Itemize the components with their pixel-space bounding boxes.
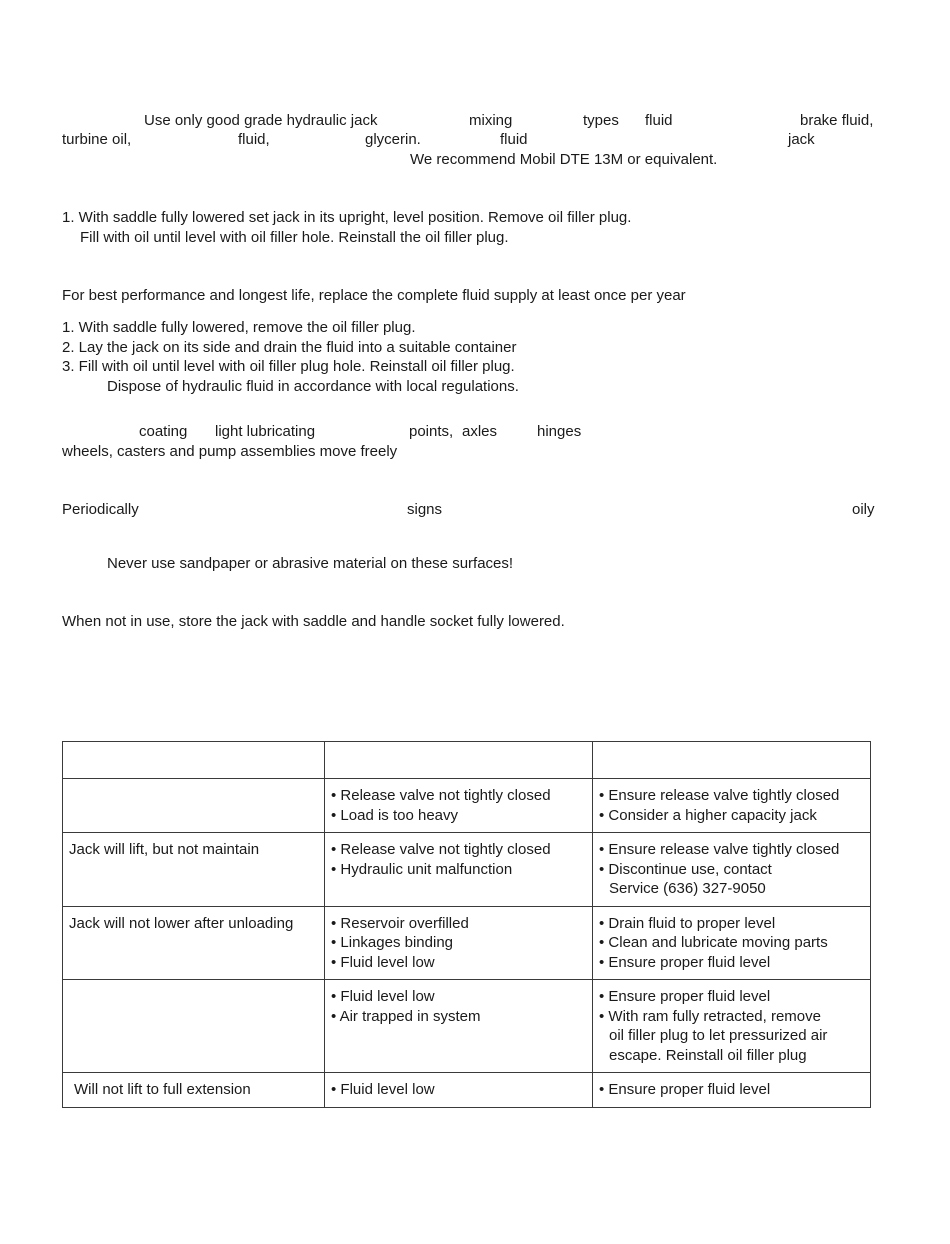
change-oil-intro: For best performance and longest life, replace the complete fluid supply at least once per year — [62, 287, 686, 304]
lubrication-fragment: light lubricating — [215, 423, 316, 440]
fluid-text-fragment: Use only good grade hydraulic jack — [144, 112, 378, 129]
solutions-cell — [593, 833, 871, 907]
solution-item: • Ensure proper fluid level — [599, 988, 771, 1005]
solution-item: • Consider a higher capacity jack — [599, 806, 817, 824]
cause-item: • Hydraulic unit malfunction — [331, 860, 513, 878]
lubrication-fragment: hinges — [537, 423, 582, 440]
change-oil-step: 3. Fill with oil until level with oil filler plug hole. Reinstall oil filler plug. — [62, 358, 515, 375]
solution-item: • Discontinue use, contact — [599, 860, 772, 878]
fluid-text-fragment: jack — [788, 131, 815, 148]
symptom-cell: Jack will not lower after unloading — [63, 906, 325, 980]
fluid-recommendation: We recommend Mobil DTE 13M or equivalent. — [410, 151, 718, 168]
causes-cell — [325, 779, 593, 833]
table-row — [63, 1073, 871, 1108]
cause-item: • Linkages binding — [331, 934, 454, 951]
solution-item: • Ensure release valve tightly closed — [599, 787, 840, 804]
header-symptom — [63, 742, 325, 779]
table-row — [63, 833, 871, 907]
cause-item: • Fluid level low — [331, 1081, 435, 1098]
header-solution — [593, 742, 871, 779]
symptom-cell: Jack will lift, but not maintain — [63, 833, 325, 907]
solution-item-continued: escape. Reinstall oil filler plug — [609, 1046, 807, 1064]
lubrication-line: wheels, casters and pump assemblies move freely — [62, 443, 398, 460]
solutions-cell — [593, 906, 871, 980]
cause-item: • Release valve not tightly closed — [331, 787, 551, 804]
solution-item: • Ensure release valve tightly closed — [599, 841, 840, 858]
cause-item: • Reservoir overfilled — [331, 914, 469, 932]
add-oil-step: 1. With saddle fully lowered set jack in its upright, level position. Remove oil filler plug. — [62, 209, 632, 226]
table-header-row — [63, 742, 871, 779]
rust-fragment: Periodically — [62, 501, 139, 518]
solutions-cell — [593, 980, 871, 1073]
change-oil-step: 2. Lay the jack on its side and drain the fluid into a suitable container — [62, 339, 517, 356]
lubrication-fragment: coating — [139, 423, 188, 440]
solutions-cell — [593, 779, 871, 833]
rust-fragment: signs — [407, 501, 443, 518]
troubleshooting-table — [62, 741, 871, 1108]
fluid-text-fragment: brake fluid, — [800, 112, 874, 129]
solution-item: • Clean and lubricate moving parts — [599, 934, 828, 951]
header-cause — [325, 742, 593, 779]
table-row — [63, 906, 871, 980]
add-oil-step-continued: Fill with oil until level with oil filler hole. Reinstall the oil filler plug. — [80, 229, 509, 246]
abrasive-warning: Never use sandpaper or abrasive material on these surfaces! — [107, 555, 514, 572]
fluid-text-fragment: glycerin. — [365, 131, 421, 148]
change-oil-step: 1. With saddle fully lowered, remove the oil filler plug. — [62, 319, 416, 336]
solutions-cell — [593, 1073, 871, 1108]
solution-item: • With ram fully retracted, remove — [599, 1007, 821, 1025]
cause-item: • Release valve not tightly closed — [331, 841, 551, 858]
table-row — [63, 980, 871, 1073]
causes-cell — [325, 980, 593, 1073]
fluid-text-fragment: mixing — [469, 112, 513, 129]
solution-item: • Ensure proper fluid level — [599, 953, 771, 971]
fluid-text-fragment: turbine oil, — [62, 131, 132, 148]
symptom-cell — [63, 980, 325, 1073]
cause-item: • Fluid level low — [331, 988, 435, 1005]
solution-item: • Ensure proper fluid level — [599, 1081, 771, 1098]
rust-fragment: oily — [852, 501, 875, 518]
lubrication-fragment: axles — [462, 423, 498, 440]
fluid-text-fragment: types — [583, 112, 619, 129]
cause-item: • Load is too heavy — [331, 806, 459, 824]
cause-item: • Fluid level low — [331, 953, 435, 971]
disposal-note: Dispose of hydraulic fluid in accordance with local regulations. — [107, 378, 519, 395]
symptom-cell — [63, 779, 325, 833]
causes-cell — [325, 906, 593, 980]
fluid-text-fragment: fluid — [500, 131, 528, 148]
solution-item-continued: oil filler plug to let pressurized air — [609, 1027, 828, 1044]
table-row — [63, 779, 871, 833]
symptom-cell: Will not lift to full extension — [63, 1073, 325, 1108]
causes-cell — [325, 1073, 593, 1108]
solution-item: • Drain fluid to proper level — [599, 914, 776, 932]
storage-instruction: When not in use, store the jack with saddle and handle socket fully lowered. — [62, 613, 565, 630]
fluid-text-fragment: fluid — [645, 112, 673, 129]
fluid-text-fragment: fluid, — [238, 131, 270, 148]
causes-cell — [325, 833, 593, 907]
lubrication-fragment: points, — [409, 423, 454, 440]
service-phone: Service (636) 327-9050 — [609, 880, 766, 897]
cause-item: • Air trapped in system — [331, 1007, 481, 1025]
